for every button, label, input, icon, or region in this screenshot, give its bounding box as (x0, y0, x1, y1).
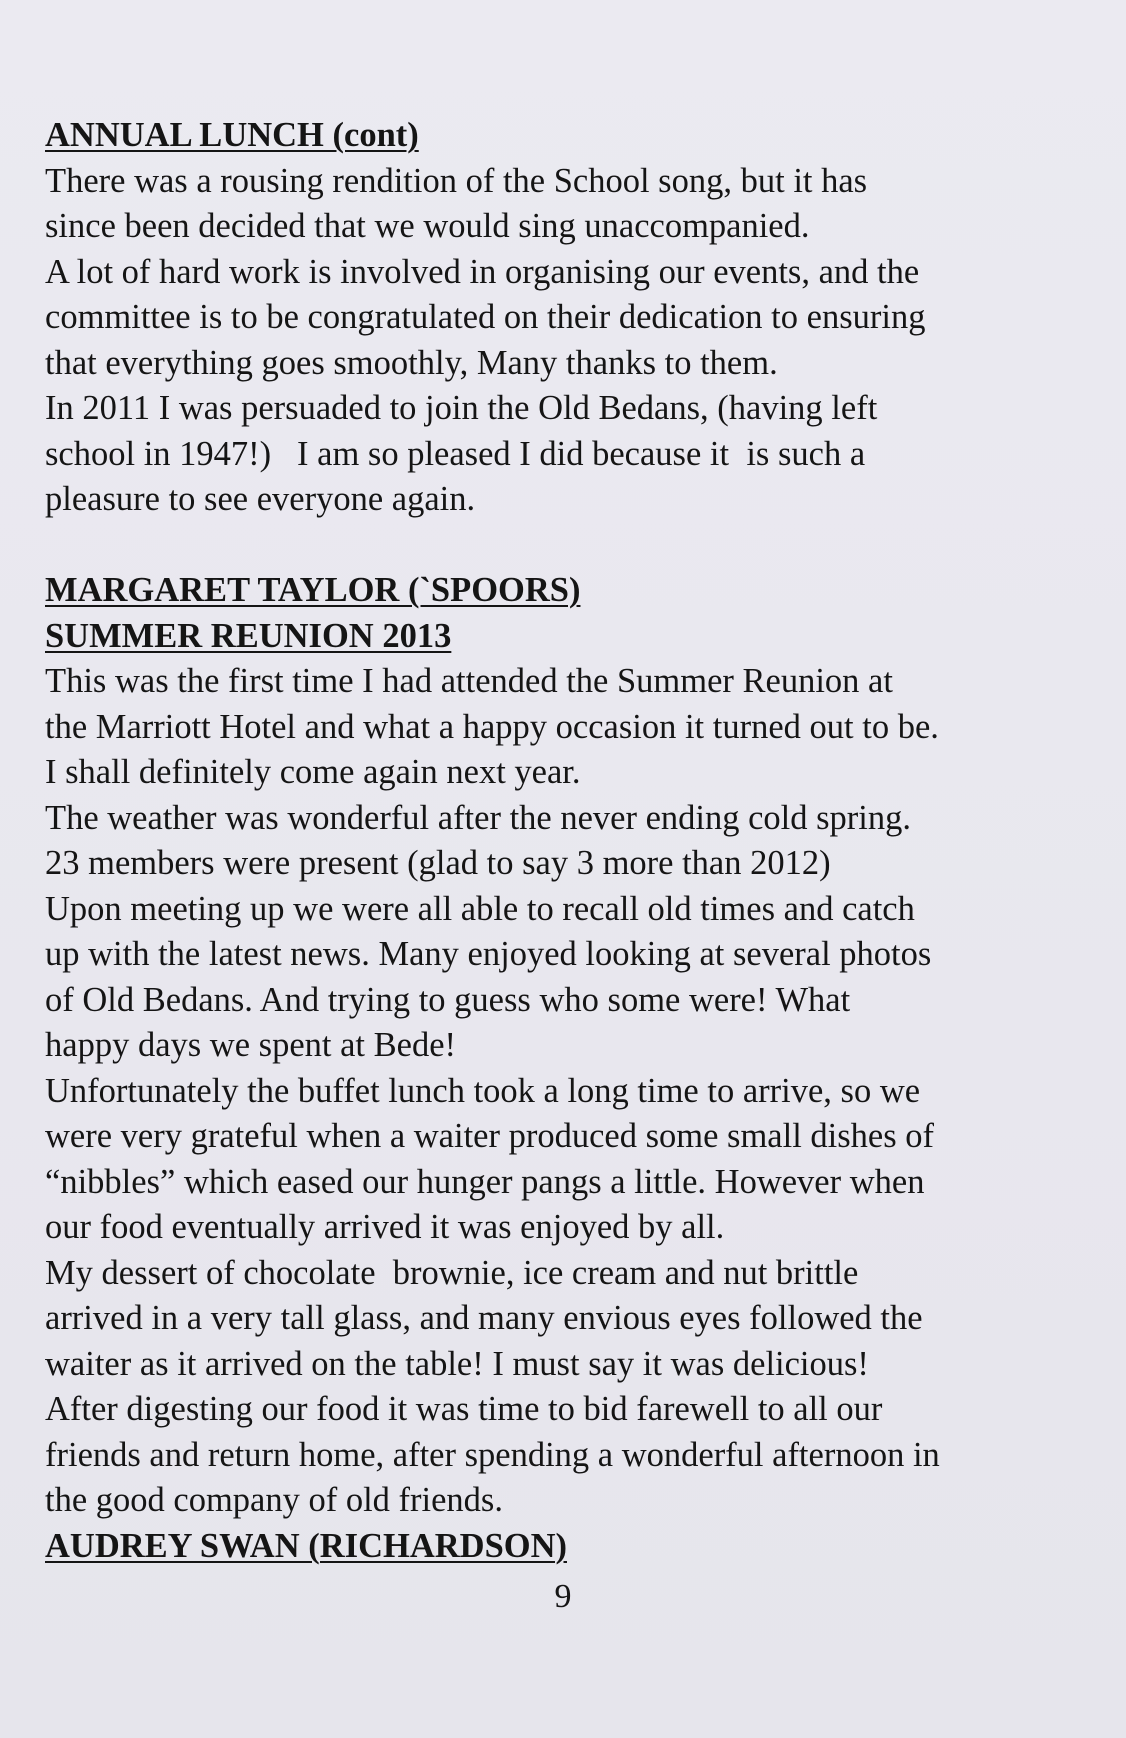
paragraph-line: our food eventually arrived it was enjoyed by all. (45, 1208, 725, 1246)
paragraph-line: Upon meeting up we were all able to recall old times and catch (45, 889, 915, 928)
paragraph-line: pleasure to see everyone again. (45, 480, 476, 518)
paragraph-line: the Marriott Hotel and what a happy occasion it turned out to be. (45, 707, 939, 746)
paragraph-line: that everything goes smoothly, Many thanks to them. (45, 343, 778, 382)
section-heading-summer-reunion: SUMMER REUNION 2013 (45, 616, 452, 655)
paragraph-line: since been decided that we would sing unaccompanied. (45, 207, 810, 245)
paragraph-line: Unfortunately the buffet lunch took a long time to arrive, so we (45, 1071, 921, 1110)
paragraph-line: friends and return home, after spending a wonderful afternoon in (45, 1435, 940, 1474)
paragraph-line: I shall definitely come again next year. (45, 753, 581, 791)
paragraph-line: In 2011 I was persuaded to join the Old Bedans, (having left (45, 389, 878, 427)
paragraph-line: The weather was wonderful after the never ending cold spring. (45, 798, 912, 837)
paragraph-line: happy days we spent at Bede! (45, 1026, 457, 1064)
paragraph-line: This was the first time I had attended the Summer Reunion at (45, 662, 893, 700)
paragraph-line: There was a rousing rendition of the School song, but it has (45, 161, 868, 200)
paragraph-line: 23 members were present (glad to say 3 more than 2012) (45, 844, 831, 882)
paragraph-line: My dessert of chocolate brownie, ice cream and nut brittle (45, 1253, 859, 1292)
author-signature-heading: MARGARET TAYLOR (`SPOORS) (45, 571, 581, 609)
page-number: 9 (554, 1578, 572, 1615)
paragraph-line: committee is to be congratulated on their dedication to ensuring (45, 298, 926, 336)
paragraph-line: the good company of old friends. (45, 1481, 503, 1519)
blank-line (45, 523, 1095, 569)
paragraph-line: of Old Bedans. And trying to guess who some were! What (45, 980, 851, 1019)
author-signature-heading: AUDREY SWAN (RICHARDSON) (45, 1526, 567, 1565)
paragraph-line: arrived in a very tall glass, and many envious eyes followed the (45, 1299, 923, 1337)
paragraph-line: school in 1947!) I am so pleased I did because it is such a (45, 434, 866, 473)
paragraph-line: waiter as it arrived on the table! I must say it was delicious! (45, 1344, 869, 1383)
page-content (45, 113, 1095, 1569)
paragraph-line: up with the latest news. Many enjoyed looking at several photos (45, 935, 932, 973)
paragraph-line: After digesting our food it was time to bid farewell to all our (45, 1390, 883, 1428)
section-heading-annual-lunch: ANNUAL LUNCH (cont) (45, 116, 419, 154)
paragraph-line: “nibbles” which eased our hunger pangs a little. However when (45, 1162, 925, 1201)
paragraph-line: A lot of hard work is involved in organising our events, and the (45, 252, 920, 291)
paragraph-line: were very grateful when a waiter produced some small dishes of (45, 1117, 935, 1155)
